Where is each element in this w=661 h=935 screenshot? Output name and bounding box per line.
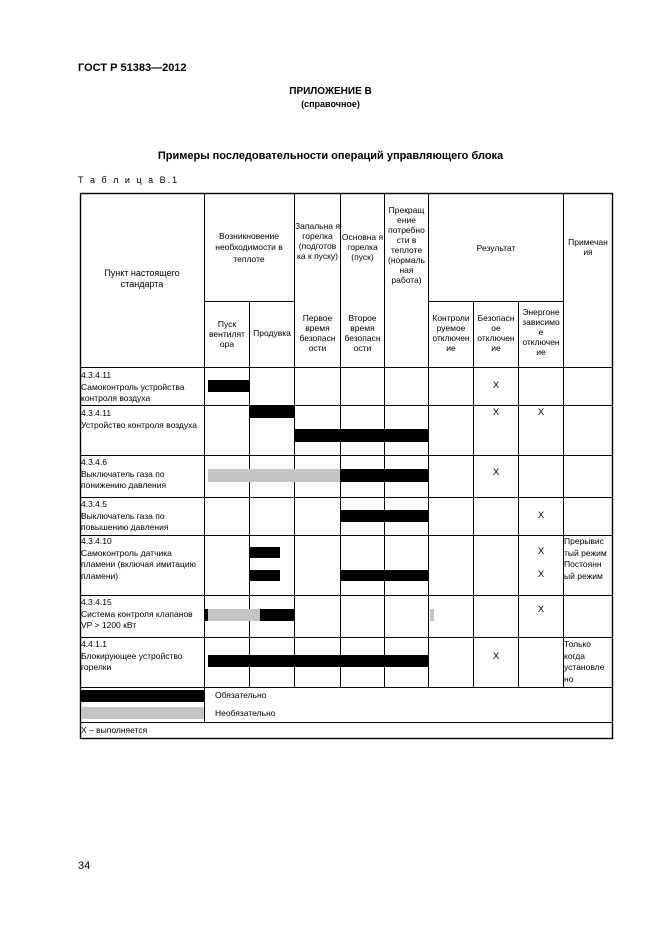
row-clause: 4.3.4.11: [81, 408, 112, 418]
header-first-safety: Первое время безопасн ости: [299, 313, 336, 353]
row-name: Устройство контроля воздуха: [81, 419, 198, 430]
safety-mark: X: [492, 651, 500, 662]
header-second-safety: Второе время безопасн ости: [344, 313, 381, 353]
mandatory-bar: [260, 609, 294, 621]
row-name: Система контроля клапанов VP > 1200 кВт: [81, 608, 193, 630]
header-safety-shutdown: Безопасн ое отключен ие: [477, 313, 515, 353]
row-clause: 4.3.4.11: [81, 370, 112, 380]
row-clause: 4.4.1.1: [81, 639, 107, 649]
optional-bar: [430, 609, 434, 621]
energy-mark: X: [537, 407, 545, 418]
header-energy-shutdown: Энергоне зависимо е отключен ие: [522, 307, 560, 357]
document-title: Примеры последовательности операций управляющего блока: [157, 150, 504, 162]
header-main-burner: Основна я горелка (пуск): [341, 232, 384, 262]
header-fan-start: Пуск вентилят ора: [209, 319, 245, 349]
mandatory-bar: [208, 655, 428, 667]
legend-x-meaning: X – выполняется: [81, 725, 148, 735]
row-name: Блокирующее устройство горелки: [81, 650, 183, 672]
row-name: Выключатель газа по повышению давления: [81, 510, 169, 532]
header-heat-stop: Прекращ ение потребно сти в теплоте (нормаль ная работа): [388, 205, 425, 285]
optional-bar: [208, 609, 260, 621]
energy-mark: X: [537, 604, 545, 615]
table-row: [81, 639, 204, 674]
appendix-subtitle: (справочное): [301, 99, 360, 109]
table-row: [81, 597, 204, 632]
table-row: [81, 457, 204, 492]
table-row: [81, 408, 204, 431]
table-row: [81, 499, 204, 534]
table-row: [81, 370, 204, 405]
mandatory-bar: [340, 469, 428, 482]
optional-bar: [208, 469, 340, 482]
mandatory-bar: [249, 547, 280, 558]
energy-mark: X: [537, 569, 545, 580]
row-note: Прерывис тый режим Постоянн ый режим: [564, 536, 607, 581]
mandatory-bar: [340, 570, 428, 581]
energy-mark: X: [537, 546, 545, 557]
header-result: Результат: [476, 243, 516, 253]
row-note: Только когда установле но: [564, 639, 605, 684]
energy-mark: X: [537, 510, 545, 521]
row-name: Самоконтроль датчика пламени (включая имитацию пламени): [81, 547, 196, 581]
safety-mark: X: [492, 407, 500, 418]
mandatory-bar: [249, 405, 294, 418]
header-purge: Продувка: [253, 328, 291, 338]
row-clause: 4.3.4.6: [81, 457, 107, 467]
mandatory-bar: [340, 510, 428, 522]
row-clause: 4.3.4.15: [81, 597, 112, 607]
appendix-title: ПРИЛОЖЕНИЕ В: [289, 86, 372, 97]
legend-mandatory-label: Обязательно: [215, 690, 267, 700]
header-controlled-shutdown: Контроли руемое отключен ие: [432, 313, 470, 353]
header-ignition-burner: Запальна я горелка (подготов ка к пуску): [295, 221, 340, 261]
mandatory-bar: [294, 429, 428, 442]
mandatory-bar: [249, 570, 280, 581]
legend-optional-swatch: [81, 707, 204, 719]
header-heat-demand: Возникновение необходимости в теплоте: [215, 230, 283, 264]
row-name: Выключатель газа по понижению давления: [81, 468, 167, 490]
row-clause: 4.3.4.5: [81, 499, 107, 509]
header-notes: Примечан ия: [568, 237, 608, 257]
page-number: 34: [78, 860, 91, 872]
table-row: [81, 536, 204, 582]
row-clause: 4.3.4.10: [81, 536, 112, 546]
row-name: Самоконтроль устройства контроля воздуха: [81, 381, 185, 403]
legend-optional-label: Необязательно: [215, 708, 276, 718]
mandatory-bar: [208, 380, 249, 392]
safety-mark: X: [492, 467, 500, 478]
safety-mark: X: [492, 380, 500, 391]
legend-mandatory-swatch: [81, 690, 204, 702]
header-clause: Пункт настоящего стандарта: [104, 267, 180, 289]
page-header: ГОСТ Р 51383—2012: [78, 62, 187, 74]
table-label: Т а б л и ц а В.1: [78, 175, 180, 185]
